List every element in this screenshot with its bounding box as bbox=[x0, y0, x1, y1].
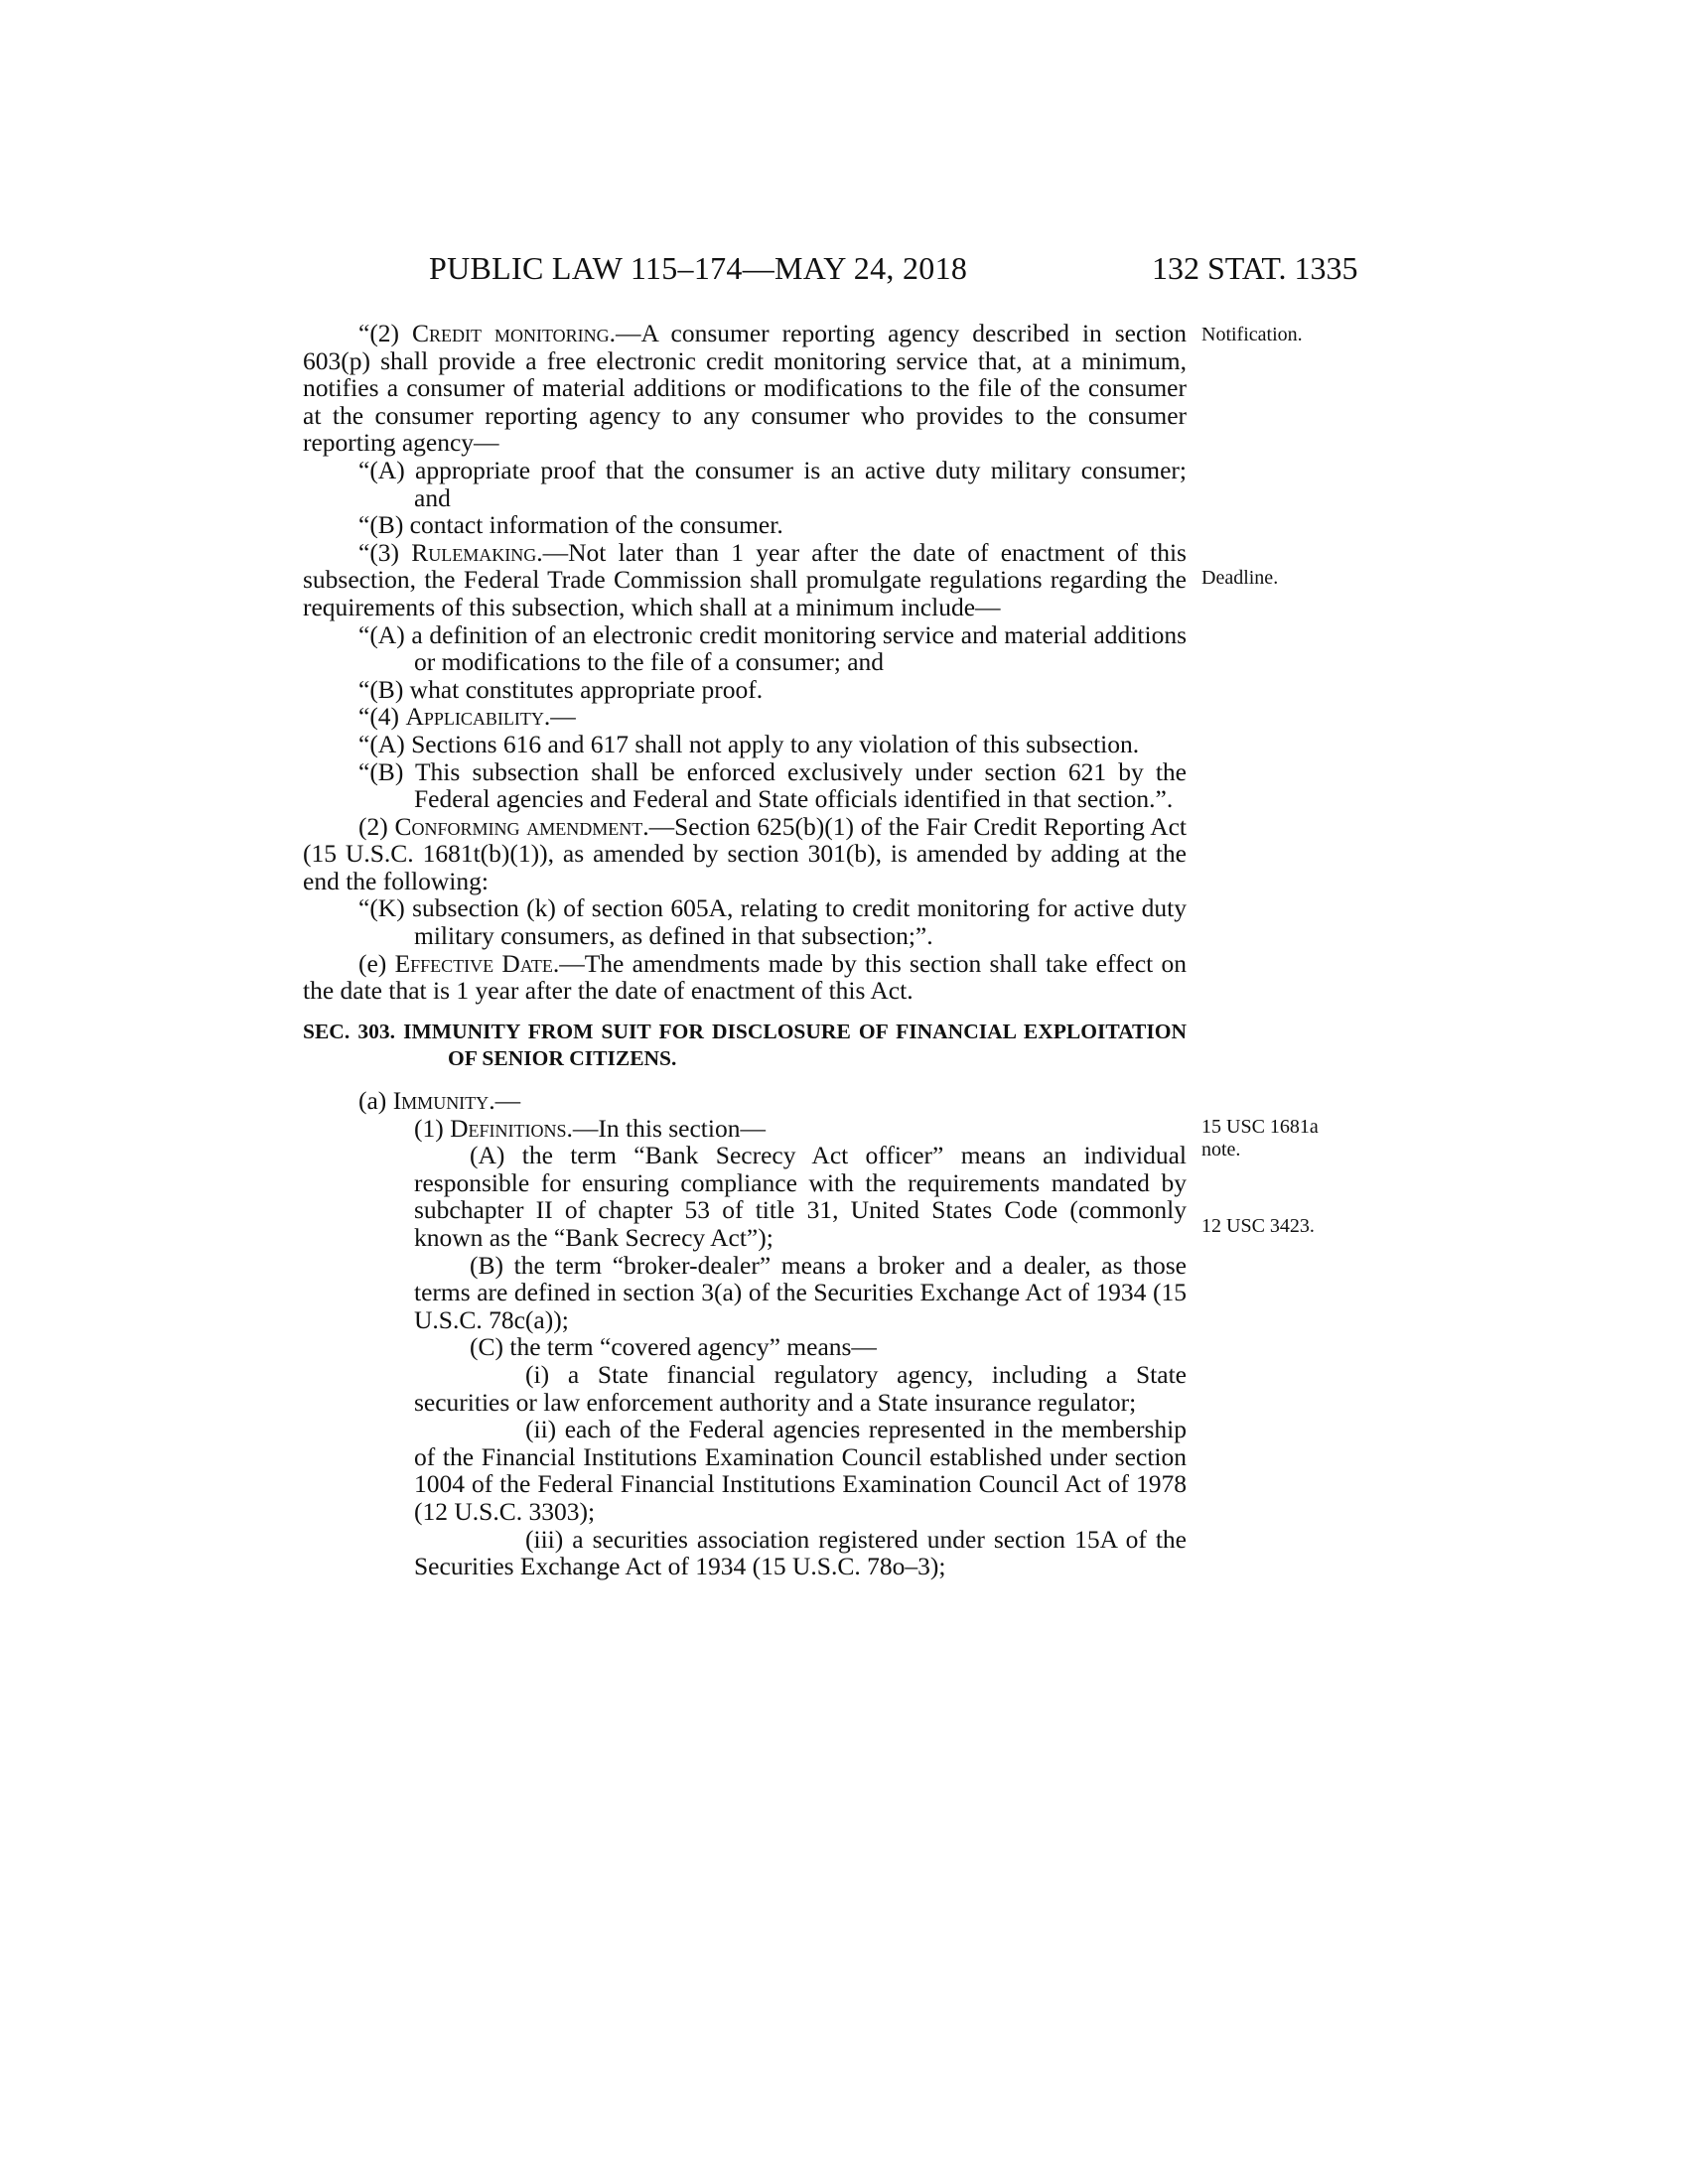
definition-c: (C) the term “covered agency” means— bbox=[470, 1332, 877, 1362]
paragraph-conforming-amendment bbox=[303, 813, 1187, 895]
para-text: .—The amendments made by this section shall take effect on the date that is 1 year after the date of enactment of this Act. bbox=[303, 948, 1187, 1006]
definition-c-ii: (ii) each of the Federal agencies represented in the membership of the Financial Institutions Examination Council established under section 1004 of the Federal Financial Institutions Examination Council Act of 1978 (12 U.S.C. 3303); bbox=[414, 1415, 1187, 1526]
definition-c-iii: (iii) a securities association registered under section 15A of the Securities Exchange Act of 1934 (15 U.S.C. 78o–3); bbox=[414, 1524, 1187, 1581]
subparagraph-4k: “(K) subsection (k) of section 605A, relating to credit monitoring for active duty military consumers, as defined in that subsection;”. bbox=[358, 893, 1187, 951]
para-text: .—In this section— bbox=[566, 1113, 766, 1143]
definition-c-i: (i) a State financial regulatory agency, including a State securities or law enforcement authority and a State insurance regulator; bbox=[414, 1359, 1187, 1417]
para-lead: (1) bbox=[414, 1113, 451, 1143]
para-lead: “(2) bbox=[358, 319, 413, 347]
margin-note-deadline: Deadline. bbox=[1201, 567, 1279, 589]
para-heading: Effective Date bbox=[394, 948, 553, 978]
para-heading: Conforming amendment bbox=[394, 811, 643, 841]
para-heading: Credit monitoring bbox=[412, 319, 610, 347]
margin-note-usc-3423: 12 USC 3423. bbox=[1201, 1215, 1315, 1237]
margin-note-usc-1681a bbox=[1201, 1116, 1380, 1161]
margin-note-notification: Notification. bbox=[1201, 324, 1303, 345]
subparagraph-1a: “(A) appropriate proof that the consumer is an active duty military consumer; and bbox=[358, 455, 1187, 512]
paragraph-immunity bbox=[303, 1087, 1187, 1115]
para-text: .—Section 625(b)(1) of the Fair Credit Reporting Act (15 U.S.C. 1681t(b)(1)), as amended by section 301(b), is amended by adding at the end the following: bbox=[303, 811, 1188, 895]
definition-b: (B) the term “broker-dealer” means a broker and a dealer, as those terms are defined in section 3(a) of the Securities Exchange Act of 1934 (15 U.S.C. 78c(a)); bbox=[414, 1250, 1187, 1334]
subparagraph-1b: “(B) contact information of the consumer. bbox=[358, 510, 783, 540]
para-text: .— bbox=[489, 1086, 521, 1116]
paragraph-rulemaking bbox=[303, 539, 1187, 621]
para-lead: (a) bbox=[358, 1086, 393, 1116]
paragraph-credit-monitoring bbox=[303, 320, 1187, 457]
margin-note-usc-1681a-line2: note. bbox=[1201, 1139, 1241, 1160]
paragraph-applicability bbox=[303, 703, 1187, 731]
page-stat-number: 132 STAT. 1335 bbox=[1152, 250, 1358, 286]
subparagraph-2b: “(B) what constitutes appropriate proof. bbox=[358, 674, 764, 704]
para-lead: “(3) bbox=[358, 537, 412, 567]
paragraph-effective-date bbox=[303, 950, 1187, 1005]
para-heading: Applicability bbox=[405, 702, 544, 732]
para-lead: (2) bbox=[358, 811, 395, 841]
margin-note-usc-1681a-line1: 15 USC 1681a bbox=[1201, 1116, 1319, 1138]
para-text: .—A consumer reporting agency described in section 603(p) shall provide a free electronic credit monitoring service that, at a minimum, notifies a consumer of material additions or modifications to the file of the consumer at the consumer reporting agency to any consumer who provides to the consumer reporting agency— bbox=[303, 319, 1187, 458]
section-303-heading: SEC. 303. IMMUNITY FROM SUIT FOR DISCLOSURE OF FINANCIAL EXPLOITATION OF SENIOR CITIZENS. bbox=[303, 1019, 1187, 1071]
definition-a: (A) the term “Bank Secrecy Act officer” means an individual responsible for ensuring compliance with the requirements mandated by subchapter II of chapter 53 of title 31, United States Code (commonly known as the “Bank Secrecy Act”); bbox=[414, 1141, 1187, 1252]
para-heading: Immunity bbox=[392, 1086, 490, 1116]
subparagraph-3a: “(A) Sections 616 and 617 shall not apply to any violation of this subsection. bbox=[358, 729, 1140, 758]
para-text: .—Not later than 1 year after the date of enactment of this subsection, the Federal Trade Commission shall promulgate regulations regarding the requirements of this subsection, which shall at a minimum include— bbox=[303, 537, 1187, 621]
para-heading: Rulemaking bbox=[411, 537, 537, 567]
main-text bbox=[303, 320, 1187, 1580]
para-heading: Definitions bbox=[450, 1113, 567, 1143]
paragraph-definitions bbox=[303, 1115, 1187, 1143]
running-header-title: PUBLIC LAW 115–174—MAY 24, 2018 bbox=[429, 250, 968, 286]
subparagraph-3b: “(B) This subsection shall be enforced exclusively under section 621 by the Federal agencies and Federal and State officials identified in that section.”. bbox=[358, 756, 1187, 814]
para-lead: “(4) bbox=[358, 702, 406, 732]
para-lead: (e) bbox=[358, 948, 395, 978]
para-text: .— bbox=[543, 702, 576, 732]
subparagraph-2a: “(A) a definition of an electronic credit monitoring service and material additions or modifications to the file of a consumer; and bbox=[358, 619, 1187, 677]
